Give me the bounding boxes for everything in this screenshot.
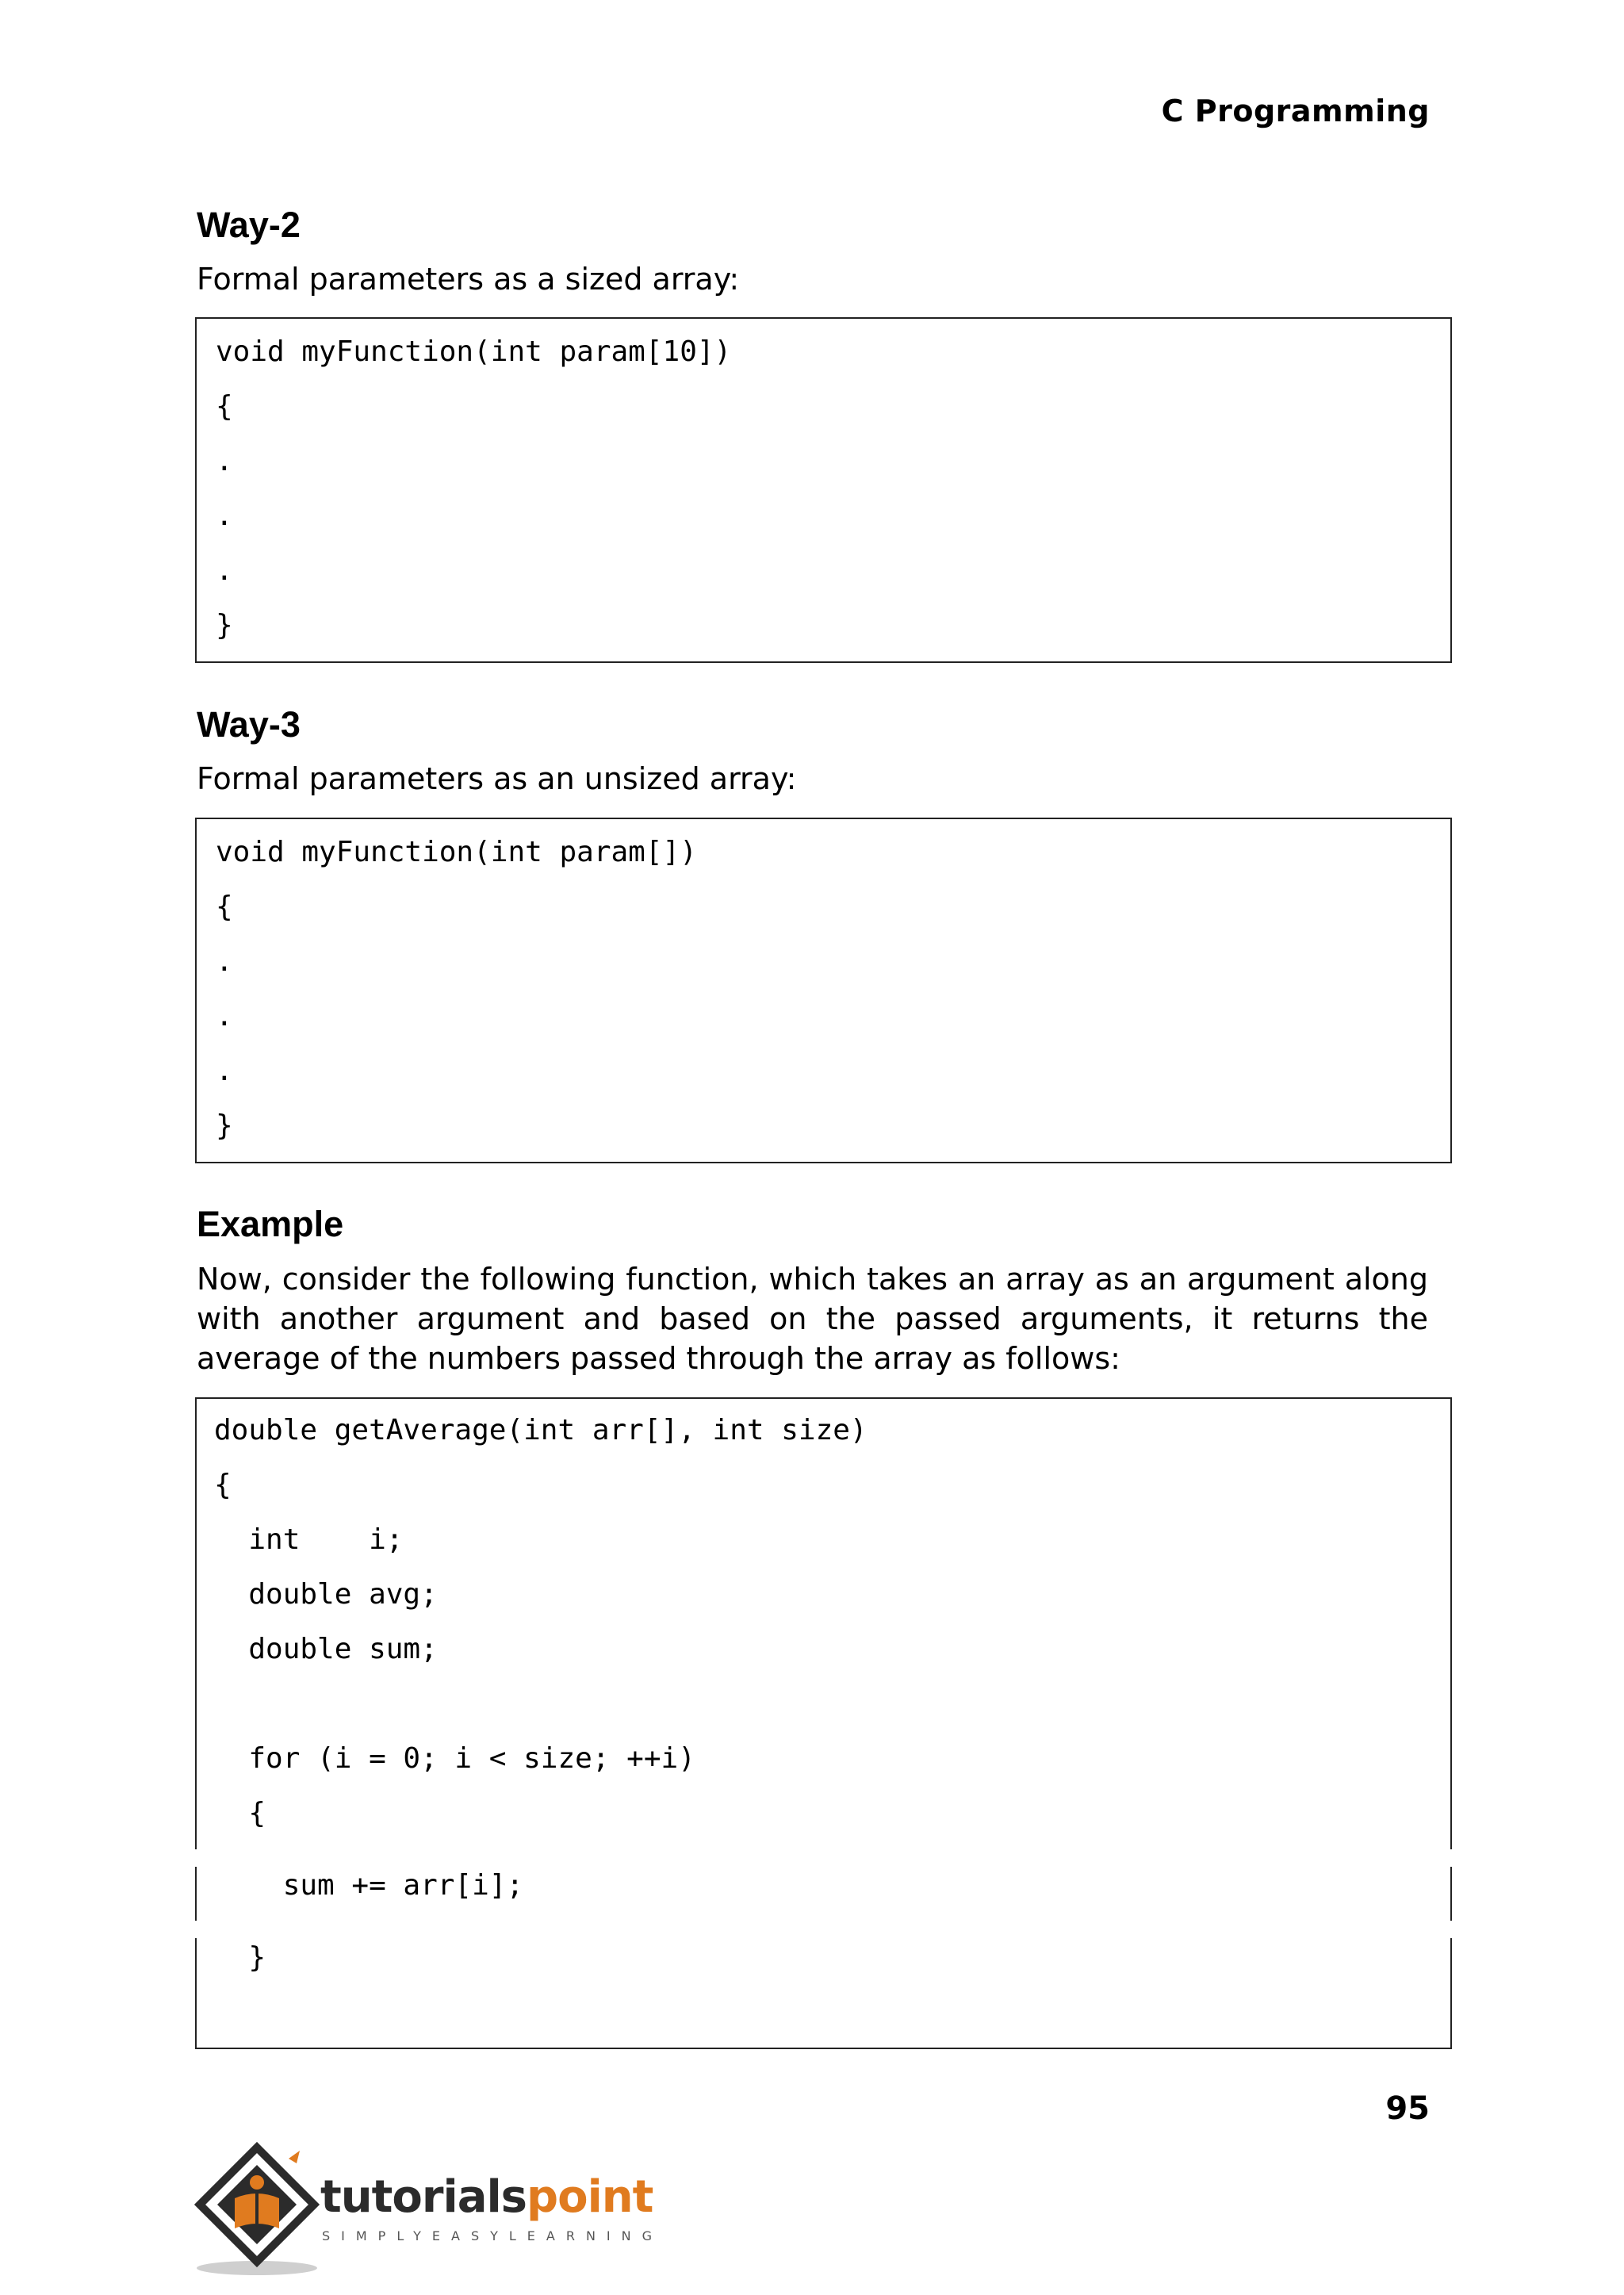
section-heading-example: Example xyxy=(197,1204,344,1244)
running-header: C Programming xyxy=(1161,94,1430,128)
section-intro-way-2: Formal parameters as a sized array: xyxy=(197,262,740,297)
code-line: } xyxy=(216,609,233,642)
code-box-border-bottom xyxy=(195,2048,1452,2049)
code-line: { xyxy=(216,390,233,423)
section-intro-example: Now, consider the following function, which takes an array as an argument along with another argument and based on the passed arguments, it returns the average of the numbers passed through the array as follows: xyxy=(197,1262,1428,1376)
code-box-border-left xyxy=(195,1867,197,1921)
code-line: . xyxy=(216,500,233,532)
code-line: { xyxy=(214,1797,266,1829)
code-line: for (i = 0; i < size; ++i) xyxy=(214,1742,695,1775)
code-line: } xyxy=(216,1109,233,1142)
logo-wordmark: tutorialspoint xyxy=(320,2171,653,2223)
code-line: double getAverage(int arr[], int size) xyxy=(214,1414,868,1446)
code-box-border-right xyxy=(1450,1867,1452,1921)
code-line: void myFunction(int param[10]) xyxy=(216,335,732,368)
code-line: . xyxy=(216,554,233,587)
code-line: double sum; xyxy=(214,1633,438,1665)
logo-diamond-icon xyxy=(193,2141,320,2276)
section-intro-way-3: Formal parameters as an unsized array: xyxy=(197,761,797,796)
page-number: 95 xyxy=(1385,2090,1430,2127)
tutorialspoint-logo xyxy=(193,2141,664,2276)
code-box-border-left xyxy=(195,1938,197,2049)
section-heading-way-2: Way-2 xyxy=(197,205,301,245)
code-box-border-left xyxy=(195,1397,197,1849)
code-line: { xyxy=(214,1469,232,1501)
code-line: void myFunction(int param[]) xyxy=(216,836,697,868)
code-box-border-right xyxy=(1450,1938,1452,2049)
code-line: int i; xyxy=(214,1523,404,1556)
code-box-border-right xyxy=(1450,1397,1452,1849)
logo-tagline: SIMPLYEASYLEARNING xyxy=(322,2228,664,2243)
code-line: . xyxy=(216,1000,233,1033)
code-line: . xyxy=(216,1055,233,1087)
code-line: { xyxy=(216,891,233,923)
code-line: double avg; xyxy=(214,1578,438,1611)
code-box-border-top xyxy=(195,1397,1452,1399)
code-line: . xyxy=(216,445,233,477)
section-heading-way-3: Way-3 xyxy=(197,704,301,745)
code-line: sum += arr[i]; xyxy=(214,1869,524,1902)
code-line: } xyxy=(214,1941,266,1974)
code-line: . xyxy=(216,945,233,978)
